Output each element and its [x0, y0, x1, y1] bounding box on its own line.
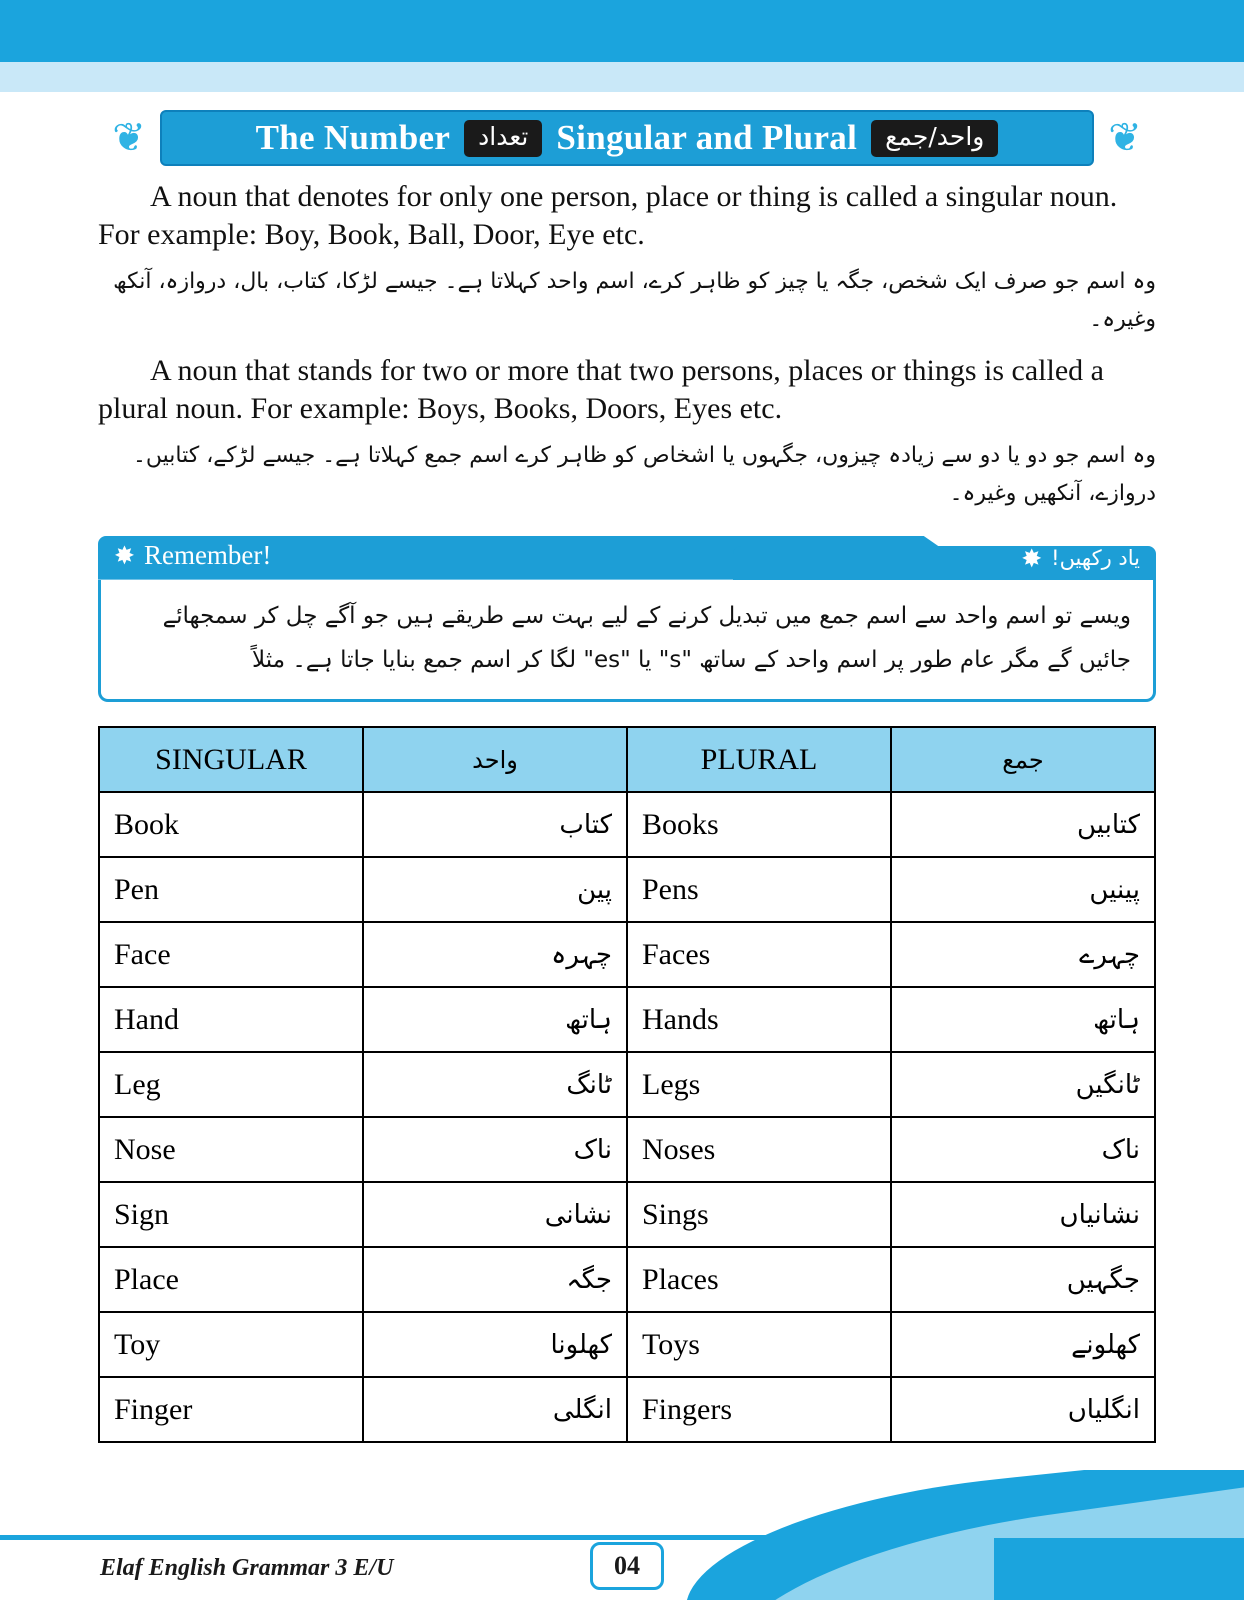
cell-singular-urdu: نشانی — [363, 1182, 627, 1247]
table-header-row — [99, 727, 1155, 792]
singular-plural-table — [98, 726, 1156, 1443]
cell-plural-urdu: کھلونے — [891, 1312, 1155, 1377]
remember-label-english-wrap — [114, 540, 271, 571]
cell-singular-english: Finger — [99, 1377, 363, 1442]
section-title — [160, 110, 1094, 166]
top-decorative-band — [0, 62, 1244, 92]
ornament-right-icon: ❦ — [1094, 110, 1156, 166]
page-content — [98, 110, 1156, 1443]
footer-wave-block — [994, 1538, 1244, 1600]
column-header-plural-urdu: جمع — [891, 727, 1155, 792]
cell-singular-english: Book — [99, 792, 363, 857]
page-number: 04 — [590, 1542, 664, 1590]
footer-book-title: Elaf English Grammar 3 E/U — [100, 1555, 394, 1581]
cell-plural-english: Hands — [627, 987, 891, 1052]
cell-singular-english: Hand — [99, 987, 363, 1052]
section-title-banner — [98, 110, 1156, 166]
remember-box — [98, 536, 1156, 703]
cell-plural-english: Fingers — [627, 1377, 891, 1442]
paragraph-plural-english: A noun that stands for two or more that two persons, places or things is called a plural noun. For example: Boys, Books, Doors, Eyes etc. — [98, 353, 1104, 426]
table-body — [99, 792, 1155, 1442]
table-row — [99, 1377, 1155, 1442]
cell-plural-english: Noses — [627, 1117, 891, 1182]
column-header-plural: PLURAL — [627, 727, 891, 792]
remember-header — [98, 536, 1156, 580]
cell-singular-english: Place — [99, 1247, 363, 1312]
column-header-singular-urdu: واحد — [363, 727, 627, 792]
remember-label-urdu-wrap — [1021, 543, 1140, 573]
cell-singular-urdu: ہاتھ — [363, 987, 627, 1052]
page-footer — [0, 1470, 1244, 1600]
cell-singular-english: Nose — [99, 1117, 363, 1182]
column-header-singular: SINGULAR — [99, 727, 363, 792]
title-urdu-right: واحد/جمع — [871, 120, 998, 157]
cell-plural-urdu: ناک — [891, 1117, 1155, 1182]
cell-singular-english: Pen — [99, 857, 363, 922]
cell-singular-urdu: کتاب — [363, 792, 627, 857]
cell-plural-urdu: جگہیں — [891, 1247, 1155, 1312]
cell-plural-english: Sings — [627, 1182, 891, 1247]
cell-singular-english: Face — [99, 922, 363, 987]
cell-singular-urdu: پین — [363, 857, 627, 922]
table-row — [99, 922, 1155, 987]
table-row — [99, 1247, 1155, 1312]
paragraph-singular-urdu: وہ اسم جو صرف ایک شخص، جگہ یا چیز کو ظاہر کرے، اسم واحد کہلاتا ہے۔ جیسے لڑکا، کتاب، بال، دروازہ، آنکھ وغیرہ۔ — [113, 268, 1156, 333]
cell-singular-urdu: کھلونا — [363, 1312, 627, 1377]
ornament-left-icon: ❦ — [98, 110, 160, 166]
cell-singular-english: Toy — [99, 1312, 363, 1377]
table-row — [99, 1052, 1155, 1117]
table-row — [99, 1312, 1155, 1377]
paragraph-plural-urdu: وہ اسم جو دو یا دو سے زیادہ چیزوں، جگہوں یا اشخاص کو ظاہر کرے اسم جمع کہلاتا ہے۔ جیسے لڑکے، کتابیں۔ دروازے، آنکھیں وغیرہ۔ — [132, 442, 1156, 507]
cell-singular-urdu: چہرہ — [363, 922, 627, 987]
cell-plural-urdu: ٹانگیں — [891, 1052, 1155, 1117]
cell-plural-urdu: نشانیاں — [891, 1182, 1155, 1247]
cell-plural-english: Pens — [627, 857, 891, 922]
cell-plural-english: Legs — [627, 1052, 891, 1117]
table-row — [99, 1117, 1155, 1182]
cell-plural-urdu: چہرے — [891, 922, 1155, 987]
cell-plural-urdu: انگلیاں — [891, 1377, 1155, 1442]
cell-singular-english: Sign — [99, 1182, 363, 1247]
star-icon-right: ✸ — [1021, 543, 1043, 573]
cell-plural-english: Books — [627, 792, 891, 857]
table-row — [99, 792, 1155, 857]
cell-plural-urdu: کتابیں — [891, 792, 1155, 857]
cell-plural-urdu: ہاتھ — [891, 987, 1155, 1052]
cell-plural-english: Places — [627, 1247, 891, 1312]
title-english-right: Singular and Plural — [556, 118, 858, 157]
title-urdu-left: تعداد — [464, 120, 542, 157]
cell-singular-urdu: انگلی — [363, 1377, 627, 1442]
paragraph-singular-english: A noun that denotes for only one person, place or thing is called a singular noun. For example: Boy, Book, Ball, Door, Eye etc. — [98, 180, 1118, 252]
cell-singular-english: Leg — [99, 1052, 363, 1117]
remember-label-urdu: یاد رکھیں! — [1051, 546, 1140, 571]
top-white-edge — [0, 92, 1244, 102]
cell-plural-english: Toys — [627, 1312, 891, 1377]
table-row — [99, 987, 1155, 1052]
cell-plural-english: Faces — [627, 922, 891, 987]
title-english-left: The Number — [255, 118, 451, 157]
table-row — [99, 1182, 1155, 1247]
top-decorative-bar — [0, 0, 1244, 62]
cell-singular-urdu: ٹانگ — [363, 1052, 627, 1117]
remember-label-english: Remember! — [143, 539, 272, 570]
table-row — [99, 857, 1155, 922]
cell-plural-urdu: پینیں — [891, 857, 1155, 922]
cell-singular-urdu: ناک — [363, 1117, 627, 1182]
remember-text: ویسے تو اسم واحد سے اسم جمع میں تبدیل کرنے کے لیے بہت سے طریقے ہیں جو آگے چل کر سمجھائے جائیں گے مگر عام طور پر اسم واحد کے ساتھ "s" یا "es" لگا کر اسم جمع بنایا جاتا ہے۔ مثلاً — [98, 580, 1156, 703]
star-icon: ✸ — [114, 540, 135, 570]
cell-singular-urdu: جگہ — [363, 1247, 627, 1312]
